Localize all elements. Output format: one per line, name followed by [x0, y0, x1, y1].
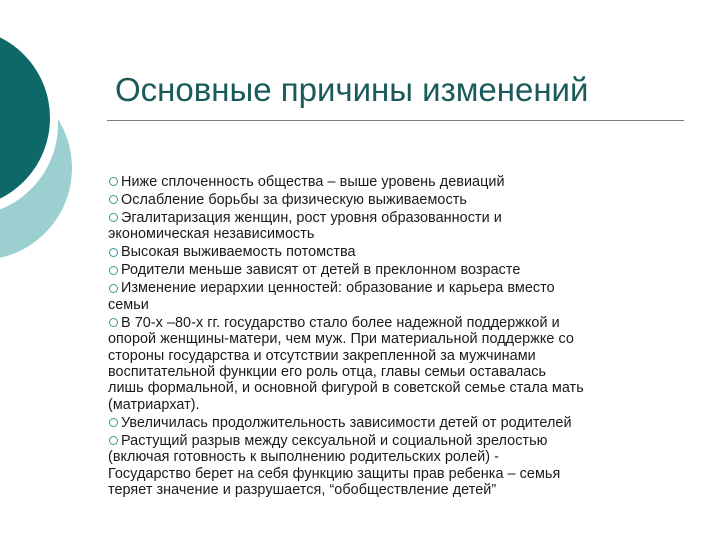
list-item-text: Увеличилась продолжительность зависимости детей от родителей: [121, 414, 572, 431]
title-divider: [107, 120, 684, 121]
circle-bullet-icon: [109, 436, 118, 445]
list-item-text: Ниже сплоченность общества – выше уровень девиаций: [121, 174, 505, 190]
list-item-text: Эгалитаризация женщин, рост уровня образованности и экономическая независимость: [108, 210, 502, 243]
list-item: [108, 210, 693, 243]
circle-bullet-icon: [109, 213, 118, 222]
decorative-circles: [0, 0, 120, 300]
list-item-text: В 70-х –80-х гг. государство стало более надежной поддержкой и опорой женщины-матери, чем муж. При материальной поддержке со стороны государства и отсутствии закрепленной за мужчинами воспитательной функции его роль отца, главы семьи оставалась лишь формальной, и основной фигурой в советской семье стала мать (матриархат).: [108, 314, 584, 413]
circle-bullet-icon: [109, 318, 118, 327]
list-item: [108, 415, 693, 431]
circle-bullet-icon: [109, 284, 118, 293]
list-item: [108, 280, 693, 313]
list-item: [108, 192, 693, 208]
circle-bullet-icon: [109, 418, 118, 427]
list-item-text: Высокая выживаемость потомства: [121, 244, 356, 261]
circle-bullet-icon: [109, 195, 118, 204]
list-item-text: Ослабление борьбы за физическую выживаемость: [121, 192, 467, 208]
slide-title: Основные причины изменений: [115, 71, 589, 108]
circle-bullet-icon: [109, 266, 118, 275]
bullet-list: [108, 174, 693, 500]
list-item-text: Родители меньше зависят от детей в преклонном возрасте: [121, 262, 521, 279]
list-item: [108, 174, 693, 190]
list-item-text: Изменение иерархии ценностей: образование и карьера вместо семьи: [108, 280, 555, 313]
list-item: [108, 244, 693, 260]
list-item: [108, 433, 693, 499]
list-item: [108, 315, 693, 413]
circle-bullet-icon: [109, 248, 118, 257]
list-item-text: Растущий разрыв между сексуальной и социальной зрелостью (включая готовность к выполнению родительских ролей) - Государство берет на себя функцию защиты прав ребенка – семья теряет значение и разрушается, “обобществление детей”: [108, 432, 561, 499]
list-item: [108, 262, 693, 278]
circle-bullet-icon: [109, 177, 118, 186]
